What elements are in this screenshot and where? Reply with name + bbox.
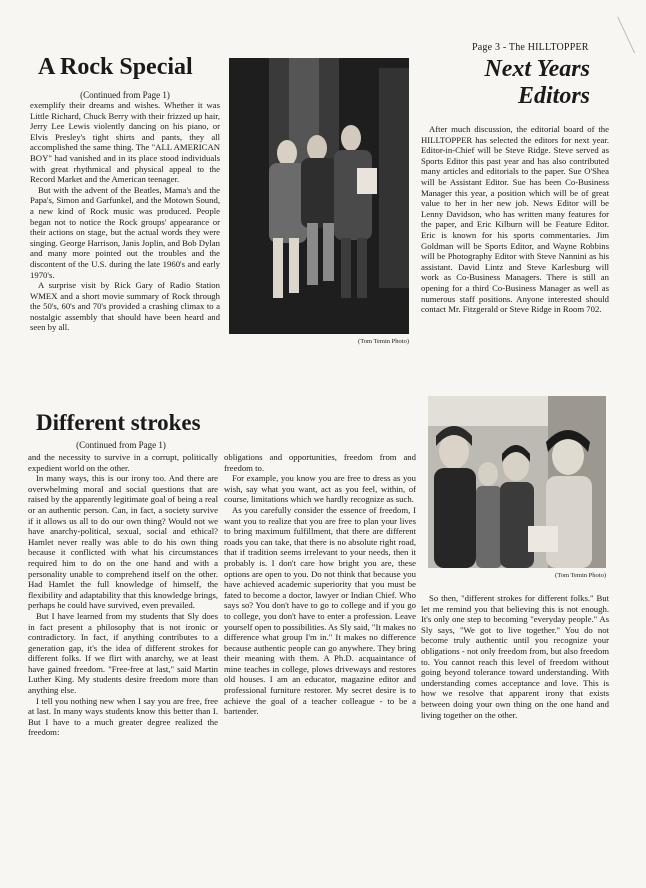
students-photo-image [428,396,606,568]
strokes-headline: Different strokes [36,410,201,435]
editors-paragraph: After much discussion, the editorial board of the HILLTOPPER has selected the editors for next year. Editor-in-Chief will be Steve Ridge. Steve served as Sports Editor this past year and has also contributed many articles and editorials to the paper. Sue O'Shea will be Assistant Editor. Sue has been Co-Business Manager this year, a position which will be of great value to her in her new job. News Editor will be Lenny Davidson, who has written many features for the paper, and Eric Kilburn will be Feature Editor. Eric is known for his sports commentaries. Jim Goldman will be Sports Editor, and Wayne Robbins will be Photography Editor with Steve Nannini as his assistant. David Lintz and Steve Karlesburg will work as Co-Business Managers. There is still an opening for a third Co-Business Manager as well as numerous staff positions. Anyone interested should contact Mr. Fitzgerald or Steve Ridge in Room 702. [421,124,609,315]
strokes-paragraph: I tell you nothing new when I say you are free, free at last. In many ways students know this better than I. But I have to a much greater degree realized the freedom: [28,695,218,738]
rock-paragraph: exemplify their dreams and wishes. Whether it was Little Richard, Chuck Berry with their frizzed up hair, Jerry Lee Lewis violently dancing on his piano, or Elvis Presley's tight shirts and pants, they all accomplished the same thing. The "ALL AMERICAN BOY" had vanished and in its place stood individuals with great rhythmical and physical appeal to the Record Market and the American teenager. [30,100,220,185]
rock-article-body [30,100,220,333]
strokes-paragraph: In many ways, this is our irony too. And there are overwhelming moral and social questions that are raised by the apparently legitimate goal of being a real or an authentic person. Can, in fact, a society survive if it allows us all to do our own thing? Would not we have anarchy-political, sexual, social and ethical? Hamlet never really was able to do his own thing because it conflicted with what his circumstances required him to do on the one hand and with a personality unable to comprehend itself on the other. Had Hamlet the full knowledge of himself, the flexibility and adaptability that this knowledge brings, perhaps he could have survived, even prevailed. [28,473,218,611]
editors-headline-line1: Next Years [484,56,590,82]
rock-continued-note: (Continued from Page 1) [80,90,170,100]
strokes-column-1 [28,452,218,738]
page-corner-mark [617,11,646,54]
editors-headline [440,56,590,110]
running-head: Page 3 - The HILLTOPPER [472,42,589,53]
strokes-paragraph: But I have learned from my students that Sly does in fact present a philosophy that is not ironic or contradictory. In fact, if anything contributes to a generation gap, it's the idea of different strokes for different folks. If we flirt with anarchy, we at least have gained freedom. "Free-free at last," said Martin Luther King. My students desire freedom more than anything else. [28,610,218,696]
editors-article-body [421,124,609,315]
strokes-paragraph: For example, you know you are free to dress as you wish, say what you want, act as you feel, within, of course, limitations which we hardly recognize as such. [224,473,416,505]
rock-headline: A Rock Special [38,54,193,80]
strokes-paragraph: As you carefully consider the essence of freedom, I want you to realize that you are free to plan your lives to bring maximum fulfillment, that there are different roads you can take, that there is no absolute right road, that if tradition seems irrelevant to your needs, then it probably is. I don't care how bright you are, these options are open to you. Do not think that because you have achieved academic superiority that you must be fated to become a doctor, lawyer or Indian Chief. Who says so? You don't have to go to college and if you go to college, you don't have to enter a profession. Leave yourself open to possibilities. As Sly said, "It makes no difference what group I'm in." It makes no difference because authentic people can go anywhere. They bring their meaning with them. A Ph.D. acquaintance of mine teaches in college, plows driveways and restores old houses. I am an educator, magazine editor and professional furniture restorer. My secret desire is to achieve the goal of a teacher colleague - to be a bartender. [224,504,417,717]
strokes-paragraph: obligations and opportunities, freedom from and freedom to. [224,452,416,473]
strokes-continued-note: (Continued from Page 1) [76,440,166,450]
strokes-column-2 [224,452,416,717]
rock-paragraph: A surprise visit by Rick Gary of Radio Station WMEX and a short movie summary of Rock through the 50's, 60's and 70's provided a crashing climax to a nostalgic assembly that should have been heard and seen by all. [30,280,220,333]
strokes-paragraph: So then, "different strokes for different folks." But let me remind you that believing this is not enough. It's only one step to becoming "everyday people." As Sly says, "We got to live together." You do not become truly authentic until you recognize your obligations - not only freedom from, but also freedom to. You cannot reach this level of freedom without going beyond tolerance toward understanding. With understanding comes acceptance and love. This is how we resolve that apparent irony that exists between doing your own thing on the one hand and living together on the other. [421,593,609,720]
rock-paragraph: But with the advent of the Beatles, Mama's and the Papa's, Simon and Garfunkel, and the Motown Sound, a new kind of Rock music was produced. People began not to notice the Rock groups' appearance or their actions on stage, but the actual words they were singing. George Harrison, Janis Joplin, and Bob Dylan and many more pointed out the troubles and the discontent of the U.S. during the late 1960's and early 1970's. [30,184,220,280]
students-group-photo [428,396,606,568]
strokes-column-3 [421,593,609,720]
strokes-paragraph: and the necessity to survive in a corrupt, politically expedient world on the other. [28,452,218,473]
hallway-group-photo [229,58,409,334]
editors-headline-line2: Editors [517,83,590,109]
hallway-photo-image [229,58,409,334]
photo2-credit: (Tom Temin Photo) [555,572,606,579]
photo1-credit: (Tom Temin Photo) [358,338,409,345]
